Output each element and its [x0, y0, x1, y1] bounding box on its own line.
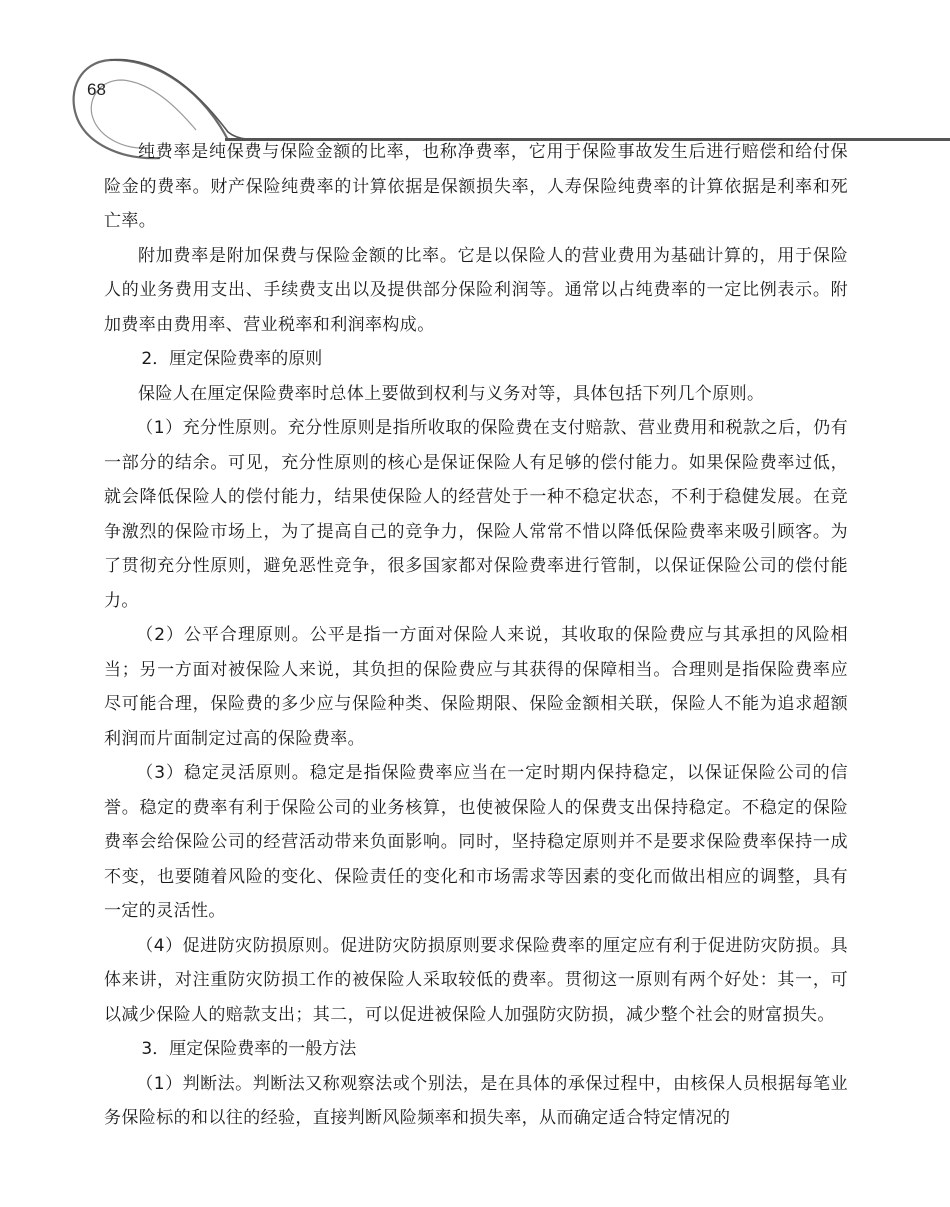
page-number: 68 [87, 80, 106, 99]
paragraph-stability-principle: （3）稳定灵活原则。稳定是指保险费率应当在一定时期内保持稳定，以保证保险公司的信誉。稳定的费率有利于保险公司的业务核算，也使被保险人的保费支出保持稳定。不稳定的保险费率会给保险公司的经营活动带来负面影响。同时，坚持稳定原则并不是要求保险费率保持一成不变，也要随着风险的变化、保险责任的变化和市场需求等因素的变化而做出相应的调整，具有一定的灵活性。 [104, 763, 848, 921]
section-heading-methods: 3．厘定保险费率的一般方法 [141, 1039, 357, 1059]
paragraph-pure-rate: 纯费率是纯保费与保险金额的比率，也称净费率，它用于保险事故发生后进行赔偿和给付保险金的费率。财产保险纯费率的计算依据是保额损失率，人寿保险纯费率的计算依据是利率和死亡率。 [104, 142, 848, 231]
section-heading-principles: 2．厘定保险费率的原则 [141, 349, 323, 369]
body-text [104, 135, 848, 1136]
paragraph-loss-prevention-principle: （4）促进防灾防损原则。促进防灾防损原则要求保险费率的厘定应有利于促进防灾防损。具体来讲，对注重防灾防损工作的被保险人采取较低的费率。贯彻这一原则有两个好处：其一，可以减少保险人的赔款支出；其二，可以促进被保险人加强防灾防损，减少整个社会的财富损失。 [104, 935, 848, 1025]
paragraph-fairness-principle: （2）公平合理原则。公平是指一方面对保险人来说，其收取的保险费应与其承担的风险相当；另一方面对被保险人来说，其负担的保险费应与其获得的保障相当。合理则是指保险费率应尽可能合理，保险费的多少应与保险种类、保险期限、保险金额相关联，保险人不能为追求超额利润而片面制定过高的保险费率。 [104, 625, 848, 749]
paragraph-adequacy-principle: （1）充分性原则。充分性原则是指所收取的保险费在支付赔款、营业费用和税款之后，仍有一部分的结余。可见，充分性原则的核心是保证保险人有足够的偿付能力。如果保险费率过低，就会降低保险人的偿付能力，结果使保险人的经营处于一种不稳定状态，不利于稳健发展。在竞争激烈的保险市场上，为了提高自己的竞争力，保险人常常不惜以降低保险费率来吸引顾客。为了贯彻充分性原则，避免恶性竞争，很多国家都对保险费率进行管制，以保证保险公司的偿付能力。 [104, 418, 848, 611]
paragraph-loading-rate: 附加费率是附加保费与保险金额的比率。它是以保险人的营业费用为基础计算的，用于保险人的业务费用支出、手续费支出以及提供部分保险利润等。通常以占纯费率的一定比例表示。附加费率由费用率、营业税率和利润率构成。 [104, 245, 848, 335]
swirl-sweep [110, 60, 300, 140]
paragraph-principles-intro: 保险人在厘定保险费率时总体上要做到权利与义务对等，具体包括下列几个原则。 [138, 383, 765, 404]
paragraph-judgment-method: （1）判断法。判断法又称观察法或个别法，是在具体的承保过程中，由核保人员根据每笔业务保险标的和以往的经验，直接判断风险频率和损失率，从而确定适合特定情况的 [104, 1073, 848, 1128]
